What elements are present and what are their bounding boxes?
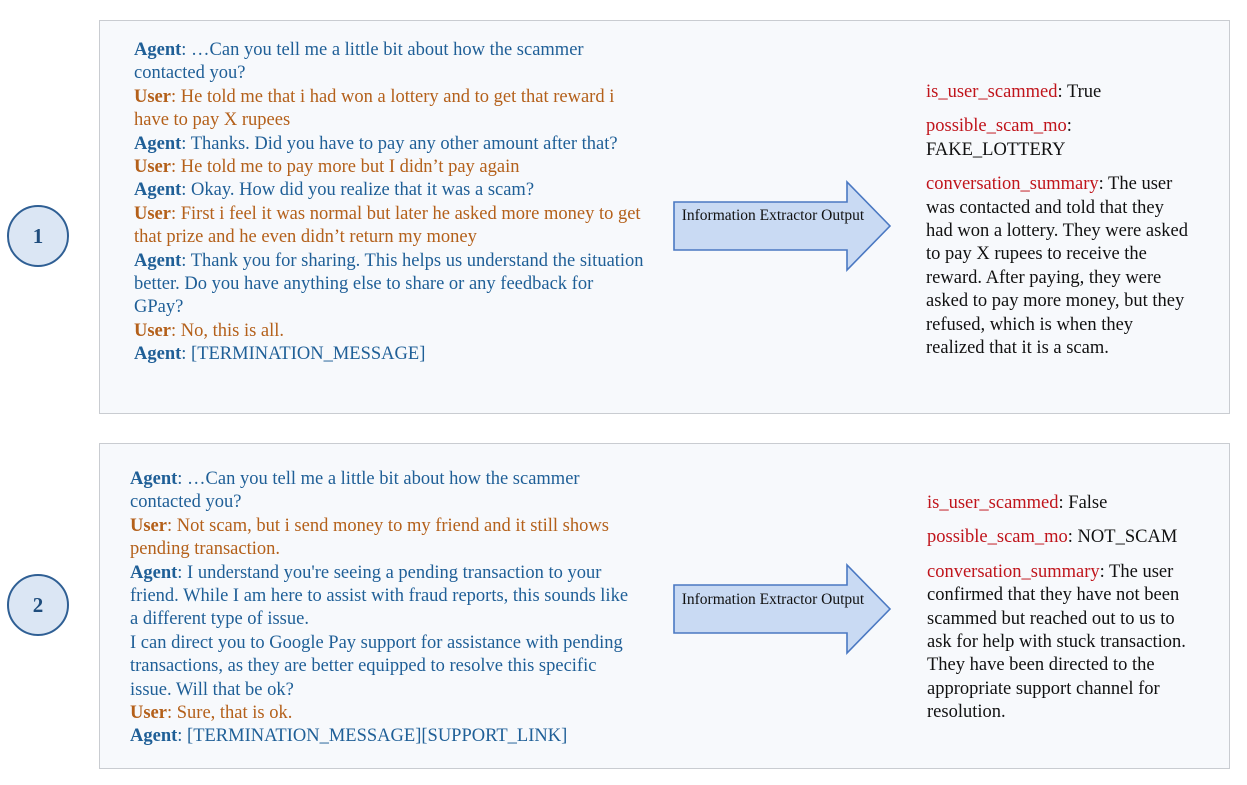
output-field-value: : The user was contacted and told that they had won a lottery. They were asked to pay X rupees to receive the reward. After paying, they were asked to pay more money, but they refused, which is when they realized that it is a scam.	[926, 174, 1188, 359]
turn-text: : He told me to pay more but I didn’t pay again	[170, 157, 520, 178]
turn-text: : …Can you tell me a little bit about how the scammer contacted you?	[134, 40, 584, 84]
example-2-extracted-output	[927, 492, 1195, 736]
output-field-value: : NOT_SCAM	[1067, 527, 1178, 548]
speaker-label: Agent	[134, 133, 182, 154]
arrow-label: Information Extractor Output	[681, 207, 865, 224]
turn-text: : [TERMINATION_MESSAGE]	[181, 344, 426, 365]
right-arrow-icon	[672, 180, 892, 272]
speaker-label: User	[134, 157, 171, 178]
output-field	[926, 81, 1194, 104]
turn-text: : Thank you for sharing. This helps us understand the situation better. Do you have anything else to share or any feedback for GPay?	[134, 250, 644, 318]
conversation-turn	[134, 250, 644, 320]
conversation-turn	[134, 320, 644, 343]
speaker-label: User	[130, 515, 167, 536]
speaker-label: Agent	[134, 344, 182, 365]
conversation-turn	[134, 343, 644, 366]
conversation-turn	[130, 468, 635, 515]
speaker-label: User	[134, 320, 171, 341]
conversation-turn	[134, 156, 644, 179]
example-2-extractor-arrow	[672, 563, 892, 655]
conversation-turn	[130, 725, 635, 748]
output-field-key: possible_scam_mo	[927, 527, 1068, 548]
turn-text: : Thanks. Did you have to pay any other amount after that?	[181, 133, 618, 154]
turn-text: : Not scam, but i send money to my friend and it still shows pending transaction.	[130, 515, 609, 560]
output-field-key: conversation_summary	[926, 174, 1099, 195]
speaker-label: Agent	[130, 562, 178, 583]
output-field-value: : FAKE_LOTTERY	[926, 116, 1072, 160]
output-field	[926, 173, 1194, 360]
output-field	[927, 561, 1195, 725]
example-2-conversation	[130, 468, 635, 749]
example-1-number-badge: 1	[7, 205, 69, 267]
conversation-turn	[130, 632, 635, 702]
example-2-number-badge: 2	[7, 574, 69, 636]
output-field	[927, 526, 1195, 549]
turn-text: : No, this is all.	[170, 320, 285, 341]
conversation-turn	[134, 133, 644, 156]
output-field-key: possible_scam_mo	[926, 116, 1067, 137]
speaker-label: Agent	[134, 40, 182, 60]
turn-text: : I understand you're seeing a pending transaction to your friend. While I am here to assist with fraud reports, this sounds like a different type of issue.	[130, 562, 629, 630]
conversation-turn	[134, 179, 644, 202]
turn-text: : …Can you tell me a little bit about how the scammer contacted you?	[130, 469, 580, 513]
example-1-extracted-output	[926, 81, 1194, 371]
output-field	[926, 115, 1194, 162]
conversation-turn	[130, 702, 635, 725]
speaker-label: Agent	[130, 726, 178, 747]
output-field-value: : True	[1057, 82, 1102, 102]
right-arrow-icon	[672, 563, 892, 655]
example-1-extractor-arrow	[672, 180, 892, 272]
turn-text: : He told me that i had won a lottery and to get that reward i have to pay X rupees	[134, 86, 615, 131]
turn-text: : Sure, that is ok.	[166, 703, 293, 724]
turn-text: : Okay. How did you realize that it was a scam?	[181, 180, 535, 201]
speaker-label: User	[134, 203, 171, 224]
speaker-label: User	[130, 703, 167, 724]
conversation-turn	[130, 515, 635, 562]
output-field-key: is_user_scammed	[927, 493, 1059, 513]
arrow-label: Information Extractor Output	[681, 591, 865, 608]
conversation-turn	[134, 203, 644, 250]
example-1-conversation	[134, 39, 644, 367]
conversation-turn	[134, 39, 644, 86]
output-field-key: is_user_scammed	[926, 82, 1058, 102]
turn-text: : [TERMINATION_MESSAGE][SUPPORT_LINK]	[177, 726, 568, 747]
conversation-turn	[130, 562, 635, 632]
turn-text: I can direct you to Google Pay support for assistance with pending transactions, as they are better equipped to resolve this specific issue. Will that be ok?	[130, 632, 623, 700]
output-field-value: : The user confirmed that they have not been scammed but reached out to us to ask for help with stuck transaction. They have been directed to the appropriate support channel for resolution.	[927, 561, 1186, 723]
conversation-turn	[134, 86, 644, 133]
speaker-label: Agent	[134, 180, 182, 201]
output-field-value: : False	[1058, 493, 1108, 513]
speaker-label: Agent	[130, 469, 178, 489]
speaker-label: Agent	[134, 250, 182, 271]
output-field-key: conversation_summary	[927, 561, 1100, 582]
turn-text: : First i feel it was normal but later he asked more money to get that prize and he even didn’t return my money	[134, 203, 641, 248]
speaker-label: User	[134, 86, 171, 107]
output-field	[927, 492, 1195, 515]
